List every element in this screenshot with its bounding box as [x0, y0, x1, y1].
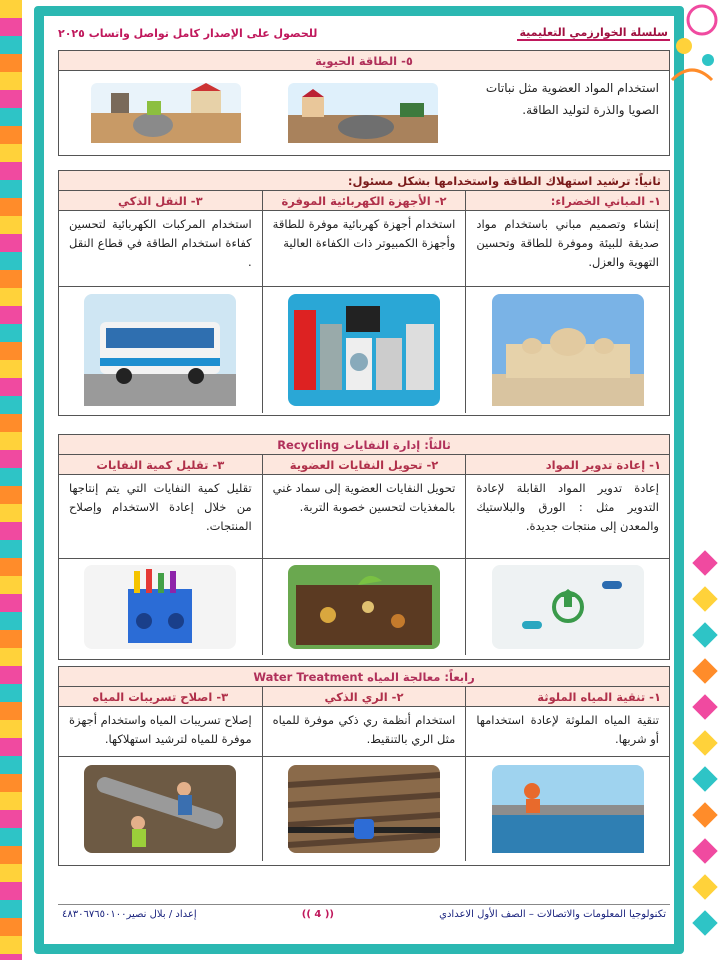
column-heading: ١- تنقية المياه الملوثة — [466, 687, 669, 707]
page-content — [58, 20, 670, 930]
water-purification-column — [465, 687, 669, 861]
pipe-repair-photo — [84, 765, 236, 853]
column-heading: ١- المباني الخضراء: — [466, 191, 669, 211]
column-heading: ١- إعادة تدوير المواد — [466, 455, 669, 475]
recycling-materials-column — [465, 455, 669, 655]
author-label: إعداد / بلال نصير٤٨٣٠٦٧٦٥٠١٠٠ — [62, 909, 197, 920]
energy-saving-section — [58, 170, 670, 416]
column-text: استخدام المركبات الكهربائية لتحسين كفاءة استخدام الطاقة في قطاع النقل . — [59, 211, 262, 287]
waste-management-title: ثالثاً: إدارة النفايات Recycling — [59, 435, 669, 455]
promo-text: للحصول على الإصدار كامل تواصل واتساب ٢٠٢٥ — [58, 26, 318, 40]
page-footer — [58, 904, 670, 924]
column-text: إعادة تدوير المواد القابلة لإعادة التدوير مثل : الورق والبلاستيك والمعدن إلى منتجات جديدة. — [466, 475, 669, 559]
compost-photo — [288, 565, 440, 649]
green-building-photo — [492, 294, 644, 406]
series-title: سلسلة الخوارزمي التعليمية — [519, 25, 668, 39]
smart-irrigation-column — [262, 687, 466, 861]
page-number: (( 4 )) — [301, 909, 334, 920]
column-heading: ٢- تحويل النفايات العضوية — [263, 455, 466, 475]
fix-leaks-column — [59, 687, 262, 861]
swirl-decoration-icon — [662, 0, 722, 90]
biogas-plant-illustration — [91, 83, 241, 143]
water-treatment-title: رابعاً: معالجة المياه Water Treatment — [59, 667, 669, 687]
electric-bus-photo — [84, 294, 236, 406]
energy-saving-title: ثانياً: ترشيد استهلاك الطاقة واستخدامها بشكل مسئول: — [59, 171, 669, 191]
column-text: تنقية المياه الملوثة لإعادة استخدامها أو شربها. — [466, 707, 669, 757]
drip-irrigation-photo — [288, 765, 440, 853]
column-heading: ٣- تقليل كمية النفايات — [59, 455, 262, 475]
column-heading: ٢- الأجهزة الكهربائية الموفرة — [263, 191, 466, 211]
decorative-border-right — [688, 540, 722, 960]
column-text: إنشاء وتصميم مباني باستخدام مواد صديقة للبيئة وموفرة للطاقة وتحسين التهوية والعزل. — [466, 211, 669, 287]
column-text: تقليل كمية النفايات التي يتم إنتاجها من خلال إعادة الاستخدام وإصلاح المنتجات. — [59, 475, 262, 559]
waste-management-section — [58, 434, 670, 660]
water-purification-photo — [492, 765, 644, 853]
biomass-section — [58, 50, 670, 156]
biogas-digester-illustration — [288, 83, 438, 143]
column-heading: ٣- النقل الذكي — [59, 191, 262, 211]
efficient-appliances-column — [262, 191, 466, 413]
column-text: تحويل النفايات العضوية إلى سماد غني بالمغذيات لتحسين خصوبة التربة. — [263, 475, 466, 559]
reuse-supplies-photo — [84, 565, 236, 649]
page-header — [58, 20, 670, 46]
column-heading: ٢- الري الذكي — [263, 687, 466, 707]
biomass-title: ٥- الطاقة الحيوية — [59, 51, 669, 71]
appliances-photo — [288, 294, 440, 406]
column-text: إصلاح تسريبات المياه واستخدام أجهزة موفرة للمياه لترشيد استهلاكها. — [59, 707, 262, 757]
recycling-hands-photo — [492, 565, 644, 649]
column-text: استخدام أجهزة كهربائية موفرة للطاقة وأجهزة الكمبيوتر ذات الكفاءة العالية — [263, 211, 466, 287]
water-treatment-section — [58, 666, 670, 866]
subject-label: تكنولوجيا المعلومات والاتصالات – الصف الأول الاعدادي — [439, 909, 666, 920]
reduce-waste-column — [59, 455, 262, 655]
column-heading: ٣- اصلاح تسريبات المياه — [59, 687, 262, 707]
organic-waste-column — [262, 455, 466, 655]
green-buildings-column — [465, 191, 669, 413]
biomass-text: استخدام المواد العضوية مثل نباتات الصويا والذرة لتوليد الطاقة. — [485, 81, 659, 117]
column-text: استخدام أنظمة ري ذكي موفرة للمياه مثل الري بالتنقيط. — [263, 707, 466, 757]
smart-transport-column — [59, 191, 262, 413]
